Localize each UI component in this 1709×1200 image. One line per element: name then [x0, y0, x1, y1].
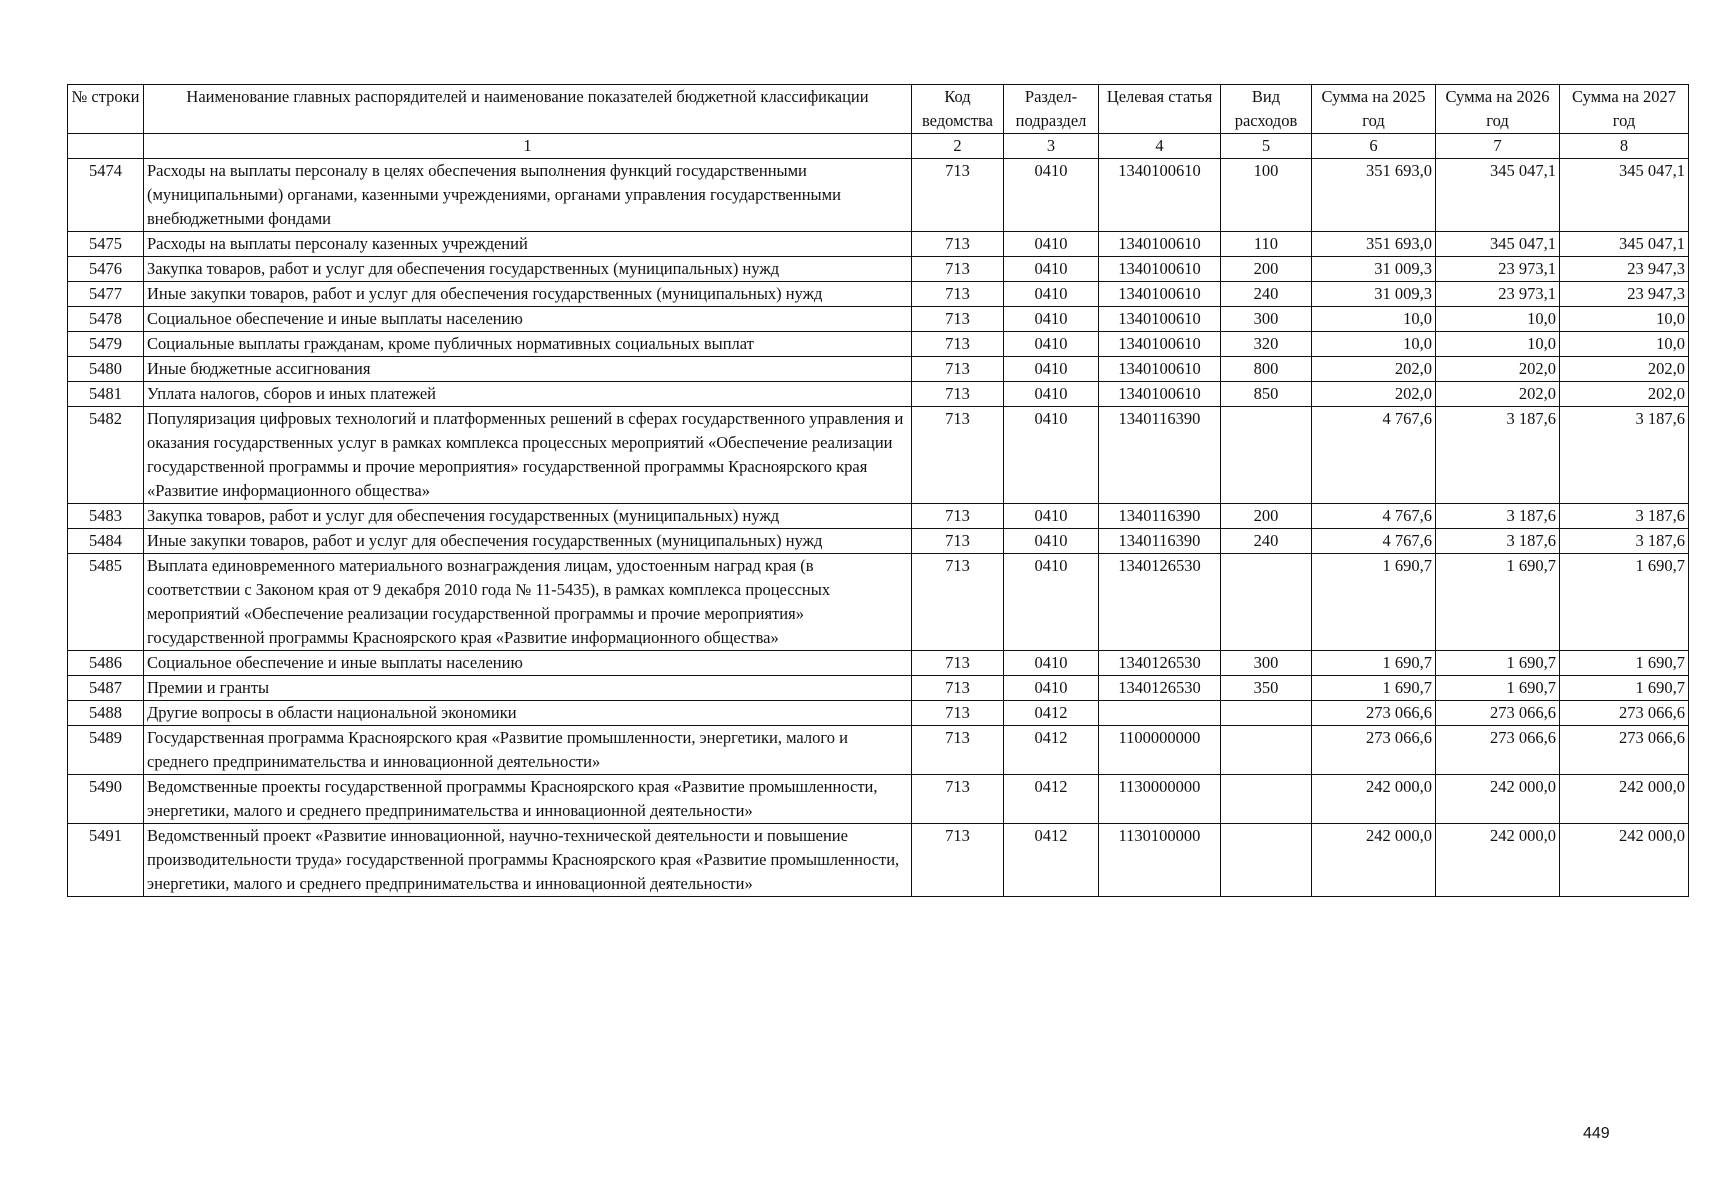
row-name: Иные закупки товаров, работ и услуг для обеспечения государственных (муниципальных) нужд	[144, 529, 912, 554]
row-name: Ведомственный проект «Развитие инновационной, научно-технической деятельности и повышение производительности труда» государственной программы Красноярского края «Развитие промышленности, энергетики, малого и среднего предпринимательства и инновационной деятельности»	[144, 824, 912, 897]
row-section: 0410	[1004, 676, 1099, 701]
row-name: Закупка товаров, работ и услуг для обеспечения государственных (муниципальных) нужд	[144, 504, 912, 529]
row-sum-2025: 242 000,0	[1312, 775, 1436, 824]
row-sum-2026: 273 066,6	[1436, 726, 1560, 775]
row-sum-2026: 1 690,7	[1436, 554, 1560, 651]
row-sum-2025: 10,0	[1312, 307, 1436, 332]
row-dept-code: 713	[912, 382, 1004, 407]
row-section: 0410	[1004, 407, 1099, 504]
row-name: Расходы на выплаты персоналу казенных учреждений	[144, 232, 912, 257]
row-section: 0410	[1004, 529, 1099, 554]
row-target: 1130000000	[1099, 775, 1221, 824]
row-name: Другие вопросы в области национальной экономики	[144, 701, 912, 726]
row-dept-code: 713	[912, 257, 1004, 282]
row-number: 5481	[68, 382, 144, 407]
row-sum-2027: 1 690,7	[1560, 676, 1689, 701]
row-dept-code: 713	[912, 651, 1004, 676]
row-number: 5489	[68, 726, 144, 775]
col-header-sum-2026: Сумма на 2026 год	[1436, 85, 1560, 134]
row-dept-code: 713	[912, 726, 1004, 775]
row-expense-type	[1221, 701, 1312, 726]
row-sum-2027: 10,0	[1560, 332, 1689, 357]
header-row	[68, 85, 1689, 134]
budget-table	[67, 84, 1689, 897]
row-dept-code: 713	[912, 232, 1004, 257]
row-name: Государственная программа Красноярского края «Развитие промышленности, энергетики, малого и среднего предпринимательства и инновационной деятельности»	[144, 726, 912, 775]
page-number: 449	[1583, 1125, 1610, 1142]
row-number: 5485	[68, 554, 144, 651]
row-sum-2025: 1 690,7	[1312, 651, 1436, 676]
row-expense-type	[1221, 824, 1312, 897]
row-sum-2026: 345 047,1	[1436, 159, 1560, 232]
row-target: 1340116390	[1099, 529, 1221, 554]
row-section: 0410	[1004, 307, 1099, 332]
row-target: 1340100610	[1099, 382, 1221, 407]
row-target: 1340100610	[1099, 332, 1221, 357]
row-sum-2025: 31 009,3	[1312, 282, 1436, 307]
table-row	[68, 651, 1689, 676]
row-name: Расходы на выплаты персоналу в целях обеспечения выполнения функций государственными (муниципальными) органами, казенными учреждениями, органами управления государственными внебюджетными фондами	[144, 159, 912, 232]
col-header-name: Наименование главных распорядителей и наименование показателей бюджетной классификации	[144, 85, 912, 134]
row-sum-2027: 273 066,6	[1560, 701, 1689, 726]
row-section: 0412	[1004, 824, 1099, 897]
row-sum-2027: 242 000,0	[1560, 775, 1689, 824]
row-sum-2026: 23 973,1	[1436, 257, 1560, 282]
row-target: 1340126530	[1099, 676, 1221, 701]
row-sum-2027: 1 690,7	[1560, 651, 1689, 676]
row-sum-2025: 4 767,6	[1312, 504, 1436, 529]
row-name: Популяризация цифровых технологий и платформенных решений в сферах государственного управления и оказания государственных услуг в рамках комплекса процессных мероприятий «Обеспечение реализации государственной программы и прочие мероприятия» государственной программы Красноярского края «Развитие информационного общества»	[144, 407, 912, 504]
row-number: 5479	[68, 332, 144, 357]
row-target: 1340126530	[1099, 651, 1221, 676]
row-sum-2025: 1 690,7	[1312, 676, 1436, 701]
row-sum-2027: 3 187,6	[1560, 529, 1689, 554]
row-target: 1340100610	[1099, 257, 1221, 282]
row-name: Иные закупки товаров, работ и услуг для обеспечения государственных (муниципальных) нужд	[144, 282, 912, 307]
row-dept-code: 713	[912, 357, 1004, 382]
row-expense-type	[1221, 554, 1312, 651]
row-dept-code: 713	[912, 529, 1004, 554]
row-target	[1099, 701, 1221, 726]
row-sum-2027: 273 066,6	[1560, 726, 1689, 775]
row-expense-type	[1221, 407, 1312, 504]
row-sum-2026: 1 690,7	[1436, 651, 1560, 676]
row-expense-type: 850	[1221, 382, 1312, 407]
row-target: 1340126530	[1099, 554, 1221, 651]
row-expense-type: 300	[1221, 307, 1312, 332]
row-number: 5491	[68, 824, 144, 897]
row-sum-2027: 242 000,0	[1560, 824, 1689, 897]
row-dept-code: 713	[912, 775, 1004, 824]
row-sum-2027: 202,0	[1560, 382, 1689, 407]
table-row	[68, 407, 1689, 504]
row-number: 5480	[68, 357, 144, 382]
row-target: 1340100610	[1099, 307, 1221, 332]
row-number: 5486	[68, 651, 144, 676]
row-dept-code: 713	[912, 824, 1004, 897]
row-target: 1340100610	[1099, 357, 1221, 382]
table-row	[68, 504, 1689, 529]
column-number-row	[68, 134, 1689, 159]
row-target: 1340100610	[1099, 159, 1221, 232]
table-row	[68, 257, 1689, 282]
row-sum-2026: 273 066,6	[1436, 701, 1560, 726]
table-row	[68, 332, 1689, 357]
row-number: 5474	[68, 159, 144, 232]
table-row	[68, 357, 1689, 382]
table-row	[68, 282, 1689, 307]
row-sum-2027: 1 690,7	[1560, 554, 1689, 651]
row-section: 0410	[1004, 257, 1099, 282]
row-section: 0410	[1004, 504, 1099, 529]
col-number: 2	[912, 134, 1004, 159]
row-sum-2027: 3 187,6	[1560, 407, 1689, 504]
row-section: 0412	[1004, 775, 1099, 824]
row-expense-type: 350	[1221, 676, 1312, 701]
row-number: 5475	[68, 232, 144, 257]
row-sum-2026: 23 973,1	[1436, 282, 1560, 307]
row-sum-2025: 1 690,7	[1312, 554, 1436, 651]
row-section: 0412	[1004, 701, 1099, 726]
row-dept-code: 713	[912, 307, 1004, 332]
row-sum-2026: 202,0	[1436, 357, 1560, 382]
col-header-dept-code: Код ведомства	[912, 85, 1004, 134]
row-target: 1340116390	[1099, 407, 1221, 504]
row-expense-type: 300	[1221, 651, 1312, 676]
col-number: 6	[1312, 134, 1436, 159]
row-sum-2027: 23 947,3	[1560, 282, 1689, 307]
table-row	[68, 554, 1689, 651]
table-row	[68, 726, 1689, 775]
row-section: 0410	[1004, 232, 1099, 257]
table-row	[68, 824, 1689, 897]
col-number: 4	[1099, 134, 1221, 159]
row-expense-type: 110	[1221, 232, 1312, 257]
row-sum-2026: 242 000,0	[1436, 824, 1560, 897]
row-name: Закупка товаров, работ и услуг для обеспечения государственных (муниципальных) нужд	[144, 257, 912, 282]
row-name: Иные бюджетные ассигнования	[144, 357, 912, 382]
row-sum-2025: 202,0	[1312, 357, 1436, 382]
row-sum-2027: 10,0	[1560, 307, 1689, 332]
row-expense-type: 200	[1221, 504, 1312, 529]
col-header-sum-2027: Сумма на 2027 год	[1560, 85, 1689, 134]
table-row	[68, 775, 1689, 824]
col-header-expense-type: Вид расходов	[1221, 85, 1312, 134]
col-number: 7	[1436, 134, 1560, 159]
row-sum-2025: 4 767,6	[1312, 529, 1436, 554]
row-name: Социальные выплаты гражданам, кроме публичных нормативных социальных выплат	[144, 332, 912, 357]
row-sum-2027: 3 187,6	[1560, 504, 1689, 529]
col-header-row-no: № строки	[68, 85, 144, 134]
row-number: 5482	[68, 407, 144, 504]
table-row	[68, 159, 1689, 232]
table-row	[68, 307, 1689, 332]
row-sum-2027: 202,0	[1560, 357, 1689, 382]
row-sum-2025: 242 000,0	[1312, 824, 1436, 897]
col-number-blank	[68, 134, 144, 159]
row-sum-2025: 10,0	[1312, 332, 1436, 357]
row-target: 1340100610	[1099, 232, 1221, 257]
col-header-target: Целевая статья	[1099, 85, 1221, 134]
row-expense-type: 200	[1221, 257, 1312, 282]
row-number: 5476	[68, 257, 144, 282]
row-target: 1100000000	[1099, 726, 1221, 775]
row-number: 5488	[68, 701, 144, 726]
row-sum-2026: 1 690,7	[1436, 676, 1560, 701]
row-target: 1340116390	[1099, 504, 1221, 529]
row-section: 0412	[1004, 726, 1099, 775]
row-number: 5487	[68, 676, 144, 701]
row-sum-2026: 3 187,6	[1436, 407, 1560, 504]
row-dept-code: 713	[912, 554, 1004, 651]
col-number: 8	[1560, 134, 1689, 159]
row-number: 5484	[68, 529, 144, 554]
row-number: 5483	[68, 504, 144, 529]
table-row	[68, 701, 1689, 726]
row-sum-2025: 273 066,6	[1312, 701, 1436, 726]
row-dept-code: 713	[912, 407, 1004, 504]
row-sum-2026: 3 187,6	[1436, 529, 1560, 554]
row-sum-2026: 345 047,1	[1436, 232, 1560, 257]
table-row	[68, 529, 1689, 554]
row-name: Ведомственные проекты государственной программы Красноярского края «Развитие промышленности, энергетики, малого и среднего предпринимательства и инновационной деятельности»	[144, 775, 912, 824]
row-name: Социальное обеспечение и иные выплаты населению	[144, 651, 912, 676]
row-expense-type: 100	[1221, 159, 1312, 232]
row-dept-code: 713	[912, 701, 1004, 726]
row-sum-2026: 242 000,0	[1436, 775, 1560, 824]
row-number: 5477	[68, 282, 144, 307]
col-header-sum-2025: Сумма на 2025 год	[1312, 85, 1436, 134]
row-sum-2025: 351 693,0	[1312, 159, 1436, 232]
row-sum-2027: 345 047,1	[1560, 232, 1689, 257]
row-section: 0410	[1004, 357, 1099, 382]
col-number: 3	[1004, 134, 1099, 159]
row-name: Выплата единовременного материального вознаграждения лицам, удостоенным наград края (в соответствии с Законом края от 9 декабря 2010 года № 11-5435), в рамках комплекса процессных мероприятий «Обеспечение реализации государственной программы и прочие мероприятия» государственной программы Красноярского края «Развитие информационного общества»	[144, 554, 912, 651]
row-sum-2026: 202,0	[1436, 382, 1560, 407]
row-section: 0410	[1004, 282, 1099, 307]
row-sum-2025: 4 767,6	[1312, 407, 1436, 504]
row-sum-2027: 23 947,3	[1560, 257, 1689, 282]
row-name: Уплата налогов, сборов и иных платежей	[144, 382, 912, 407]
row-number: 5478	[68, 307, 144, 332]
col-number: 1	[144, 134, 912, 159]
row-sum-2025: 31 009,3	[1312, 257, 1436, 282]
row-dept-code: 713	[912, 332, 1004, 357]
row-section: 0410	[1004, 159, 1099, 232]
row-number: 5490	[68, 775, 144, 824]
row-section: 0410	[1004, 382, 1099, 407]
col-header-section: Раздел-подраздел	[1004, 85, 1099, 134]
row-sum-2026: 3 187,6	[1436, 504, 1560, 529]
row-expense-type: 240	[1221, 282, 1312, 307]
table-row	[68, 382, 1689, 407]
table-row	[68, 676, 1689, 701]
row-dept-code: 713	[912, 504, 1004, 529]
col-number: 5	[1221, 134, 1312, 159]
row-sum-2026: 10,0	[1436, 307, 1560, 332]
row-expense-type: 800	[1221, 357, 1312, 382]
row-expense-type	[1221, 726, 1312, 775]
row-section: 0410	[1004, 554, 1099, 651]
row-expense-type: 320	[1221, 332, 1312, 357]
row-target: 1340100610	[1099, 282, 1221, 307]
row-section: 0410	[1004, 651, 1099, 676]
row-sum-2026: 10,0	[1436, 332, 1560, 357]
row-name: Премии и гранты	[144, 676, 912, 701]
row-sum-2025: 351 693,0	[1312, 232, 1436, 257]
row-expense-type: 240	[1221, 529, 1312, 554]
table-row	[68, 232, 1689, 257]
row-sum-2027: 345 047,1	[1560, 159, 1689, 232]
row-name: Социальное обеспечение и иные выплаты населению	[144, 307, 912, 332]
row-sum-2025: 202,0	[1312, 382, 1436, 407]
table-body	[68, 159, 1689, 897]
row-dept-code: 713	[912, 159, 1004, 232]
row-sum-2025: 273 066,6	[1312, 726, 1436, 775]
row-dept-code: 713	[912, 282, 1004, 307]
row-dept-code: 713	[912, 676, 1004, 701]
row-target: 1130100000	[1099, 824, 1221, 897]
row-expense-type	[1221, 775, 1312, 824]
row-section: 0410	[1004, 332, 1099, 357]
